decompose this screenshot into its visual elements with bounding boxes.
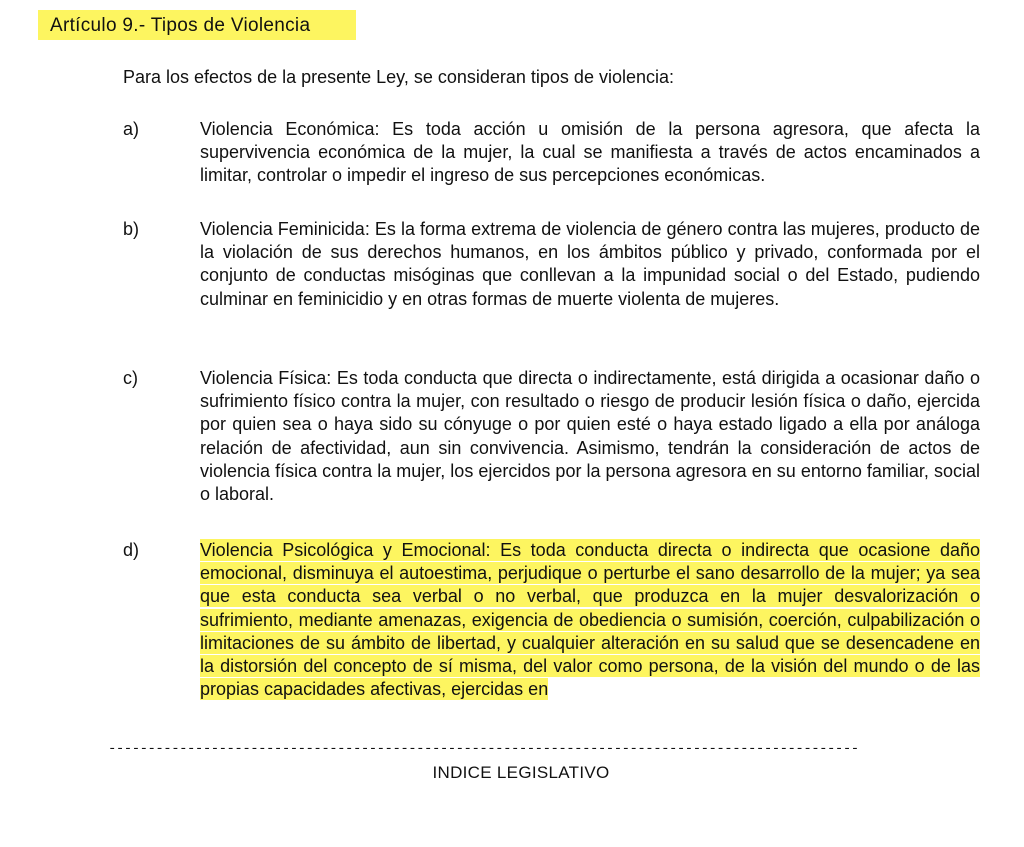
item-text: Violencia Física: Es toda conducta que directa o indirectamente, está dirigida a ocasionar daño o sufrimiento físico contra la mujer, con resultado o riesgo de producir lesión física o daño, ejercida por quien sea o haya sido su cónyuge o por quien esté o haya estado ligado a ella por análoga relación de afectividad, aun sin convivencia. Asimismo, tendrán la consideración de actos de violencia física contra la mujer, los ejercidos por la persona agresora en su entorno familiar, social o laboral. [200,368,980,505]
item-text: Violencia Económica: Es toda acción u omisión de la persona agresora, que afecta la supervivencia económica de la mujer, la cual se manifiesta a través de actos encaminados a limitar, controlar o impedir el ingreso de sus percepciones económicas. [200,119,980,186]
item-letter: b) [123,219,140,239]
intro-paragraph: Para los efectos de la presente Ley, se consideran tipos de violencia: [123,67,674,87]
footer-label: INDICE LEGISLATIVO [432,763,610,782]
article-title: Artículo 9.- Tipos de Violencia [50,15,311,36]
highlighted-text: Violencia Psicológica y Emocional: Es toda conducta directa o indirecta que ocasione daño emocional, disminuya el autoestima, perjudique o perturbe el sano desarrollo de la mujer; ya sea que esta conducta sea verbal o no verbal, que produzca en la mujer desvalorización o sufrimiento, mediante amenazas, exigencia de obediencia o sumisión, coerción, culpabilización o limitaciones de su ámbito de libertad, y cualquier alteración en su salud que se desencadene en la distorsión del concepto de sí misma, del valor como persona, de la visión del mundo o de las propias capacidades afectivas, ejercidas en [200,540,980,700]
separator-line: ----------------------------------------------------------------------------------------------- [108,741,859,757]
item-letter: a) [123,119,140,139]
item-text-highlighted [200,539,980,701]
item-letter: c) [123,368,138,388]
item-text: Violencia Feminicida: Es la forma extrema de violencia de género contra las mujeres, producto de la violación de sus derechos humanos, en los ámbitos público y privado, conformada por el conjunto de conductas misóginas que conllevan a la impunidad social o del Estado, pudiendo culminar en feminicidio y en otras formas de muerte violenta de mujeres. [200,219,980,309]
item-letter: d) [123,540,140,560]
